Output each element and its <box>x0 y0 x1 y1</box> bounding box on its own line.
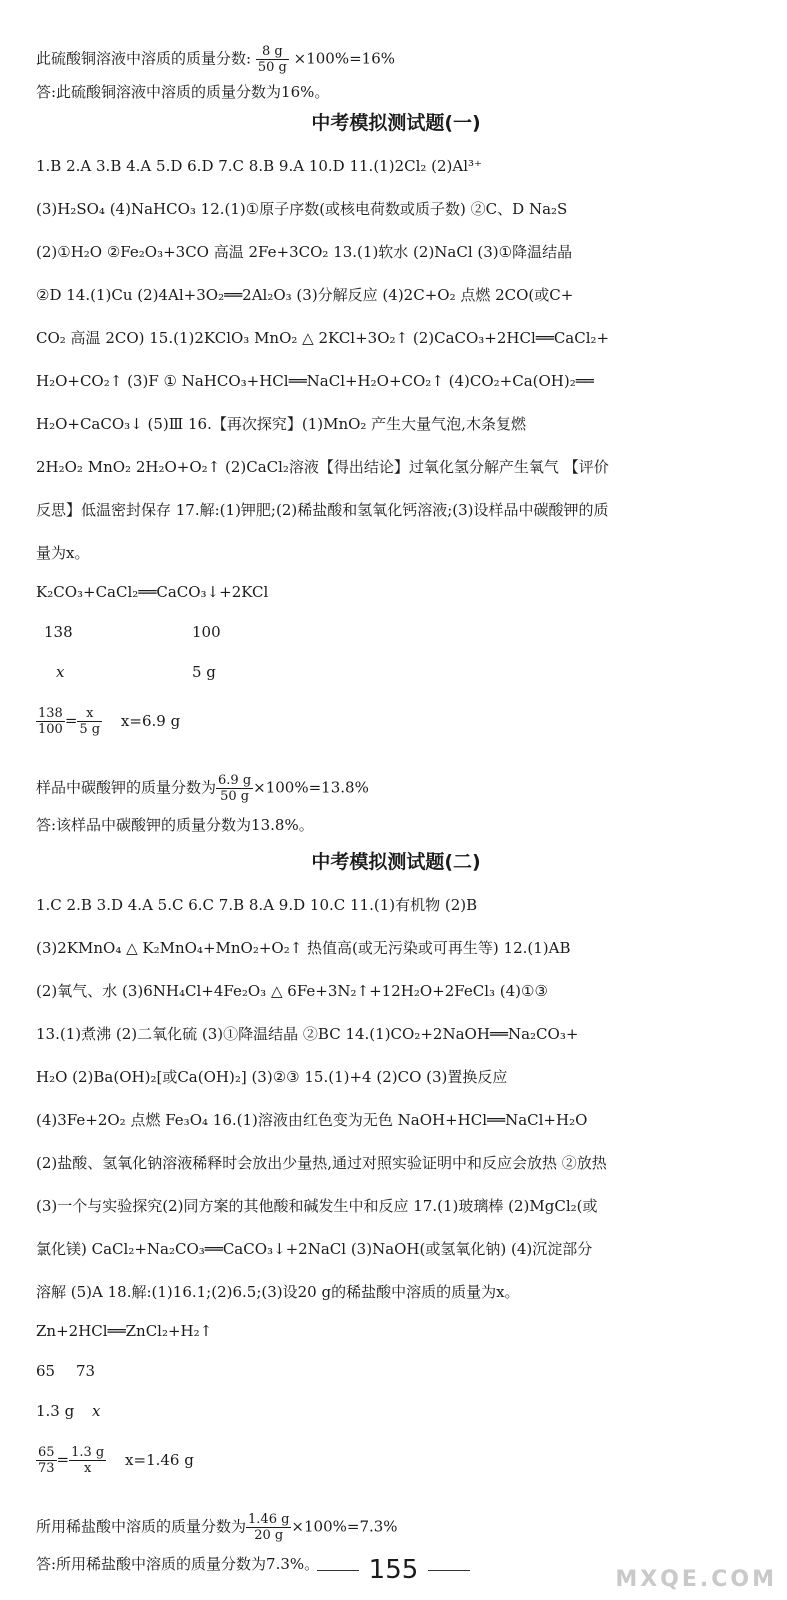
paragraph-line: CO₂ 高温 2CO) 15.(1)2KClO₃ MnO₂ △ 2KCl+3O₂↑ (2)CaCO₃+2HCl══CaCl₂+ <box>36 329 610 347</box>
numerator: 1.46 g <box>248 1512 290 1527</box>
denominator: 20 g <box>254 1528 284 1543</box>
mass-value: 1.3 g <box>36 1402 75 1420</box>
denominator: 50 g <box>220 789 250 804</box>
chemical-equation: Zn+2HCl══ZnCl₂+H₂↑ <box>36 1322 213 1340</box>
paragraph-line: (3)H₂SO₄ (4)NaHCO₃ 12.(1)①原子序数(或核电荷数或质子数) ②C、D Na₂S <box>36 200 568 218</box>
result-line <box>36 1512 756 1543</box>
mass-row <box>36 620 756 644</box>
ratio-line: $\frac{65}{73}$ = $\frac{1.3 g}{x}$ x=1.46 g <box>38 1445 194 1476</box>
answer-paragraph <box>36 145 756 575</box>
paragraph-line: (3)一个与实验探究(2)同方案的其他酸和碱发生中和反应 17.(1)玻璃棒 (2)MgCl₂(或 <box>36 1197 598 1215</box>
result-suffix: ×100%=7.3% <box>291 1517 398 1536</box>
paragraph-line: 溶解 (5)A 18.解:(1)16.1;(2)6.5;(3)设20 g的稀盐酸中溶质的质量为x。 <box>36 1283 520 1301</box>
paragraph-line: (2)①H₂O ②Fe₂O₃+3CO 高温 2Fe+3CO₂ 13.(1)软水 (2)NaCl (3)①降温结晶 <box>36 243 573 261</box>
denominator: 50 g <box>257 60 287 75</box>
answer-line: 答:该样品中碳酸钾的质量分数为13.8%。 <box>36 816 314 834</box>
footer-dash-right <box>428 1570 470 1571</box>
ratio-result: x=1.46 g <box>125 1450 194 1469</box>
denominator: 100 <box>38 722 63 737</box>
paragraph-line: H₂O+CaCO₃↓ (5)Ⅲ 16.【再次探究】(1)MnO₂ 产生大量气泡,木条复燃 <box>36 415 526 433</box>
paragraph-line: H₂O (2)Ba(OH)₂[或Ca(OH)₂] (3)②③ 15.(1)+4 (2)CO (3)置换反应 <box>36 1068 508 1086</box>
result-suffix: ×100%=16% <box>293 49 395 68</box>
chemical-equation: K₂CO₃+CaCl₂══CaCO₃↓+2KCl <box>36 583 269 601</box>
answer-page <box>36 38 756 1576</box>
denominator: x <box>84 1461 92 1476</box>
fraction <box>69 1445 106 1476</box>
fraction <box>216 773 253 804</box>
ratio-result: x=6.9 g <box>120 711 181 730</box>
fraction <box>36 706 65 737</box>
paragraph-line: ②D 14.(1)Cu (2)4Al+3O₂══2Al₂O₃ (3)分解反应 (4)2C+O₂ 点燃 2CO(或C+ <box>36 286 574 304</box>
answer-paragraph <box>36 884 756 1314</box>
mass-value: x <box>92 1402 101 1420</box>
result-line <box>36 773 756 804</box>
result-text: 所用稀盐酸中溶质的质量分数为 <box>36 1517 247 1536</box>
paragraph-line: 13.(1)煮沸 (2)二氧化硫 (3)①降温结晶 ②BC 14.(1)CO₂+2NaOH══Na₂CO₃+ <box>36 1025 579 1043</box>
paragraph-line: H₂O+CO₂↑ (3)F ① NaHCO₃+HCl══NaCl+H₂O+CO₂↑ (4)CO₂+Ca(OH)₂══ <box>36 372 594 390</box>
paragraph-line: (2)盐酸、氢氧化钠溶液稀释时会放出少量热,通过对照实验证明中和反应会放热 ②放热 <box>36 1154 607 1172</box>
paragraph-line: 反思】低温密封保存 17.解:(1)钾肥;(2)稀盐酸和氢氧化钙溶液;(3)设样品中碳酸钾的质 <box>36 501 609 519</box>
mass-value: 5 g <box>192 663 216 681</box>
watermark: MXQE.COM <box>615 1567 777 1592</box>
answer-line: 答:此硫酸铜溶液中溶质的质量分数为16%。 <box>36 83 330 101</box>
section-title: 中考模拟测试题(二) <box>311 851 481 873</box>
mass-value: x <box>56 663 65 681</box>
denominator: 73 <box>38 1461 55 1476</box>
paragraph-line: (2)氧气、水 (3)6NH₄Cl+4Fe₂O₃ △ 6Fe+3N₂↑+12H₂O+2FeCl₃ (4)①③ <box>36 982 548 1000</box>
numerator: 6.9 g <box>218 773 252 788</box>
mass-value: 73 <box>76 1362 96 1380</box>
mass-value: 100 <box>192 623 221 641</box>
paragraph-line: 氯化镁) CaCl₂+Na₂CO₃══CaCO₃↓+2NaCl (3)NaOH(或氢氧化钠) (4)沉淀部分 <box>36 1240 593 1258</box>
mass-row <box>36 1399 756 1423</box>
fraction <box>77 706 102 737</box>
ratio-line: $\frac{138}{100}$ = $\frac{x}{5 g}$ x=6.9 g <box>38 706 181 737</box>
numerator: x <box>77 706 102 722</box>
footer-dash-left <box>317 1570 359 1571</box>
section-title: 中考模拟测试题(一) <box>311 112 481 134</box>
mass-row <box>36 1359 756 1383</box>
denominator: 5 g <box>79 722 101 737</box>
numerator: 138 <box>38 706 63 721</box>
fraction <box>246 1512 291 1543</box>
paragraph-line: (4)3Fe+2O₂ 点燃 Fe₃O₄ 16.(1)溶液由红色变为无色 NaOH+HCl══NaCl+H₂O <box>36 1111 588 1129</box>
result-text: 样品中碳酸钾的质量分数为 <box>36 778 217 797</box>
numerator: 1.3 g <box>71 1445 105 1460</box>
answer-line: 答:所用稀盐酸中溶质的质量分数为7.3%。 <box>36 1555 320 1573</box>
paragraph-line: 1.C 2.B 3.D 4.A 5.C 6.C 7.B 8.A 9.D 10.C 11.(1)有机物 (2)B <box>36 896 478 914</box>
fraction <box>256 44 289 75</box>
paragraph-line: 1.B 2.A 3.B 4.A 5.D 6.D 7.C 8.B 9.A 10.D 11.(1)2Cl₂ (2)Al³⁺ <box>36 157 482 175</box>
paragraph-line: 量为x。 <box>36 544 90 562</box>
numerator: 8 g <box>256 44 289 60</box>
mass-value: 138 <box>44 623 73 641</box>
paragraph-line: 2H₂O₂ MnO₂ 2H₂O+O₂↑ (2)CaCl₂溶液【得出结论】过氧化氢分解产生氧气 【评价 <box>36 458 609 476</box>
fraction <box>36 1445 57 1476</box>
result-text: 此硫酸铜溶液中溶质的质量分数: <box>36 49 252 68</box>
mass-value: 65 <box>36 1362 56 1380</box>
mass-row <box>36 660 756 684</box>
result-line <box>36 44 756 75</box>
numerator: 65 <box>38 1445 55 1460</box>
result-suffix: ×100%=13.8% <box>253 778 369 797</box>
page-number: 155 <box>368 1555 419 1585</box>
paragraph-line: (3)2KMnO₄ △ K₂MnO₄+MnO₂+O₂↑ 热值高(或无污染或可再生等) 12.(1)AB <box>36 939 571 957</box>
